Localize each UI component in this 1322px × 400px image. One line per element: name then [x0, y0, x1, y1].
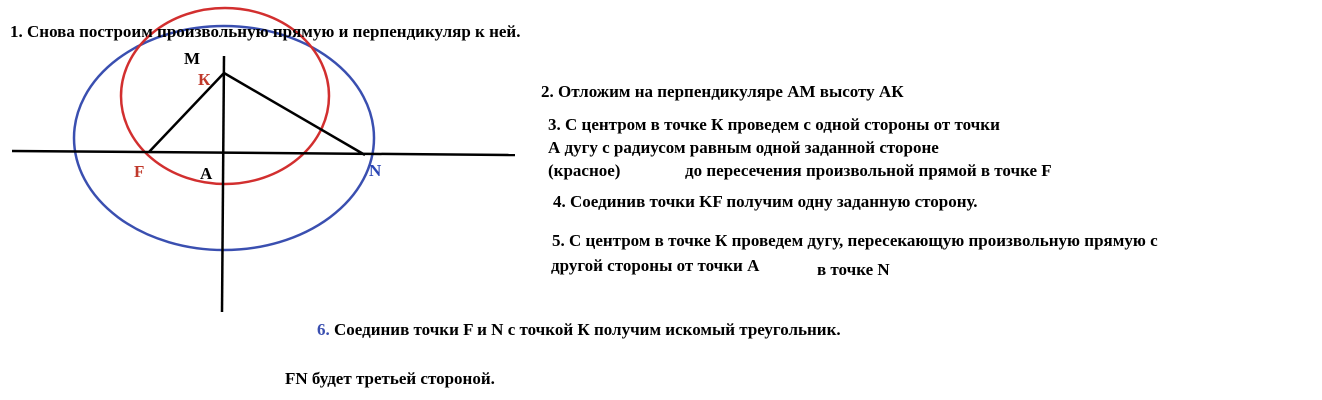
label-m: М: [184, 49, 201, 68]
step-4: 4. Соединив точки KF получим одну заданную сторону.: [553, 192, 978, 211]
label-k: К: [198, 70, 211, 89]
step-3-line-3a: (красное): [548, 161, 621, 180]
step-6-number: 6.: [317, 320, 330, 339]
step-5-line-1: 5. С центром в точке К проведем дугу, пересекающую произвольную прямую с: [552, 231, 1158, 250]
step-3-line-3b: до пересечения произвольной прямой в точке F: [685, 161, 1052, 180]
segment-kn: [224, 73, 365, 155]
label-f: F: [134, 162, 145, 181]
step-5-line-2: другой стороны от точки А: [551, 256, 760, 275]
step-3-line-1: 3. С центром в точке К проведем с одной стороны от точки: [548, 115, 1000, 134]
step-6-text: Соединив точки F и N с точкой К получим искомый треугольник.: [334, 320, 841, 339]
step-2: 2. Отложим на перпендикуляре АМ высоту АК: [541, 82, 904, 101]
step-7: FN будет третьей стороной.: [285, 369, 495, 388]
step-1: 1. Снова построим произвольную прямую и перпендикуляр к ней.: [10, 22, 521, 41]
label-n: N: [369, 161, 382, 180]
step-6: [317, 319, 841, 340]
step-5-line-3: в точке N: [817, 260, 890, 279]
perpendicular-line: [222, 56, 224, 312]
arbitrary-line: [12, 151, 515, 155]
label-a: А: [200, 164, 213, 183]
segment-kf: [149, 70, 224, 152]
step-3-line-2: А дугу с радиусом равным одной заданной стороне: [548, 138, 939, 157]
